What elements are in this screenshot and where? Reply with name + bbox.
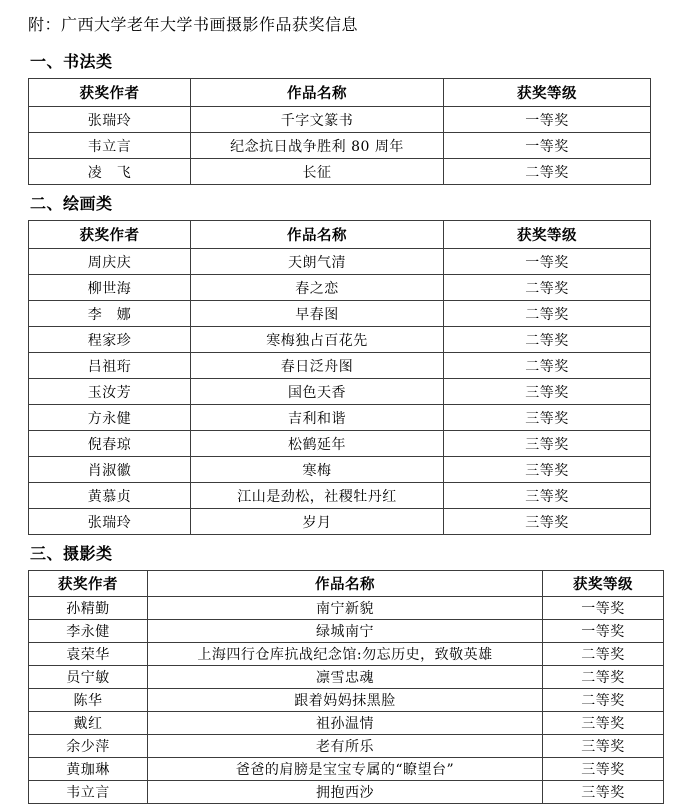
cell-award: 二等奖 <box>543 689 664 712</box>
cell-author: 戴红 <box>29 712 148 735</box>
cell-award: 三等奖 <box>444 509 651 535</box>
cell-work: 国色天香 <box>191 379 444 405</box>
header-author: 获奖作者 <box>29 221 191 249</box>
header-author: 获奖作者 <box>29 571 148 597</box>
cell-author: 韦立言 <box>29 133 191 159</box>
cell-author: 吕祖珩 <box>29 353 191 379</box>
cell-work: 绿城南宁 <box>148 620 543 643</box>
cell-work: 上海四行仓库抗战纪念馆:勿忘历史，致敬英雄 <box>148 643 543 666</box>
award-section <box>28 191 693 535</box>
section-heading: 二、绘画类 <box>30 194 113 213</box>
cell-work: 纪念抗日战争胜利 80 周年 <box>191 133 444 159</box>
table-row <box>29 133 651 159</box>
cell-award: 一等奖 <box>543 620 664 643</box>
table-row <box>29 301 651 327</box>
table-row <box>29 483 651 509</box>
cell-author: 柳世海 <box>29 275 191 301</box>
cell-author: 余少萍 <box>29 735 148 758</box>
cell-work: 春之恋 <box>191 275 444 301</box>
cell-work: 南宁新貌 <box>148 597 543 620</box>
award-section <box>28 541 693 804</box>
cell-author: 周庆庆 <box>29 249 191 275</box>
header-row <box>29 221 651 249</box>
cell-author: 张瑞玲 <box>29 107 191 133</box>
cell-award: 一等奖 <box>543 597 664 620</box>
cell-work: 早春图 <box>191 301 444 327</box>
table-row <box>29 107 651 133</box>
cell-award: 一等奖 <box>444 133 651 159</box>
award-section <box>28 49 693 185</box>
award-table <box>28 220 651 535</box>
cell-work: 寒梅 <box>191 457 444 483</box>
table-row <box>29 379 651 405</box>
cell-author: 凌 飞 <box>29 159 191 185</box>
cell-work: 千字文篆书 <box>191 107 444 133</box>
cell-author: 袁荣华 <box>29 643 148 666</box>
cell-work: 春日泛舟图 <box>191 353 444 379</box>
table-body <box>29 249 651 535</box>
cell-award: 三等奖 <box>444 483 651 509</box>
cell-award: 三等奖 <box>444 431 651 457</box>
cell-award: 二等奖 <box>543 666 664 689</box>
cell-award: 二等奖 <box>444 327 651 353</box>
cell-award: 二等奖 <box>543 643 664 666</box>
table-row <box>29 643 664 666</box>
cell-award: 三等奖 <box>444 405 651 431</box>
cell-work: 天朗气清 <box>191 249 444 275</box>
table-row <box>29 509 651 535</box>
cell-author: 陈华 <box>29 689 148 712</box>
cell-work: 寒梅独占百花先 <box>191 327 444 353</box>
cell-author: 程家珍 <box>29 327 191 353</box>
header-award: 获奖等级 <box>444 79 651 107</box>
cell-work: 松鹤延年 <box>191 431 444 457</box>
table-row <box>29 431 651 457</box>
cell-work: 江山是劲松，社稷牡丹红 <box>191 483 444 509</box>
cell-work: 岁月 <box>191 509 444 535</box>
cell-author: 李永健 <box>29 620 148 643</box>
header-work: 作品名称 <box>191 79 444 107</box>
cell-award: 三等奖 <box>543 712 664 735</box>
header-work: 作品名称 <box>191 221 444 249</box>
cell-award: 三等奖 <box>543 781 664 804</box>
cell-award: 二等奖 <box>444 275 651 301</box>
table-body <box>29 107 651 185</box>
table-row <box>29 597 664 620</box>
cell-author: 黄珈琳 <box>29 758 148 781</box>
cell-author: 黄慕贞 <box>29 483 191 509</box>
cell-award: 二等奖 <box>444 159 651 185</box>
section-heading: 一、书法类 <box>30 52 113 71</box>
cell-award: 一等奖 <box>444 249 651 275</box>
cell-author: 员宁敏 <box>29 666 148 689</box>
cell-work: 跟着妈妈抹黑脸 <box>148 689 543 712</box>
cell-author: 李 娜 <box>29 301 191 327</box>
cell-work: 长征 <box>191 159 444 185</box>
cell-award: 三等奖 <box>444 379 651 405</box>
cell-author: 孙精勤 <box>29 597 148 620</box>
table-row <box>29 249 651 275</box>
table-row <box>29 689 664 712</box>
table-row <box>29 405 651 431</box>
cell-award: 三等奖 <box>543 758 664 781</box>
table-row <box>29 457 651 483</box>
header-award: 获奖等级 <box>543 571 664 597</box>
cell-award: 二等奖 <box>444 353 651 379</box>
cell-work: 拥抱西沙 <box>148 781 543 804</box>
cell-author: 玉汝芳 <box>29 379 191 405</box>
cell-author: 韦立言 <box>29 781 148 804</box>
header-author: 获奖作者 <box>29 79 191 107</box>
table-row <box>29 275 651 301</box>
sections <box>28 49 693 804</box>
cell-author: 肖淑徽 <box>29 457 191 483</box>
table-row <box>29 327 651 353</box>
cell-author: 张瑞玲 <box>29 509 191 535</box>
section-heading: 三、摄影类 <box>30 544 113 563</box>
cell-award: 三等奖 <box>543 735 664 758</box>
cell-work: 凛雪忠魂 <box>148 666 543 689</box>
table-row <box>29 758 664 781</box>
cell-award: 一等奖 <box>444 107 651 133</box>
header-row <box>29 79 651 107</box>
cell-work: 祖孙温情 <box>148 712 543 735</box>
table-row <box>29 781 664 804</box>
table-row <box>29 666 664 689</box>
header-award: 获奖等级 <box>444 221 651 249</box>
table-row <box>29 735 664 758</box>
table-row <box>29 353 651 379</box>
cell-award: 二等奖 <box>444 301 651 327</box>
cell-author: 倪春琼 <box>29 431 191 457</box>
table-body <box>29 597 664 804</box>
header-work: 作品名称 <box>148 571 543 597</box>
cell-work: 老有所乐 <box>148 735 543 758</box>
cell-work: 吉利和谐 <box>191 405 444 431</box>
cell-author: 方永健 <box>29 405 191 431</box>
award-table <box>28 570 664 804</box>
cell-award: 三等奖 <box>444 457 651 483</box>
cell-work: 爸爸的肩膀是宝宝专属的“瞭望台” <box>148 758 543 781</box>
doc-title: 附：广西大学老年大学书画摄影作品获奖信息 <box>28 15 359 34</box>
award-table <box>28 78 651 185</box>
table-row <box>29 159 651 185</box>
header-row <box>29 571 664 597</box>
table-row <box>29 712 664 735</box>
table-row <box>29 620 664 643</box>
